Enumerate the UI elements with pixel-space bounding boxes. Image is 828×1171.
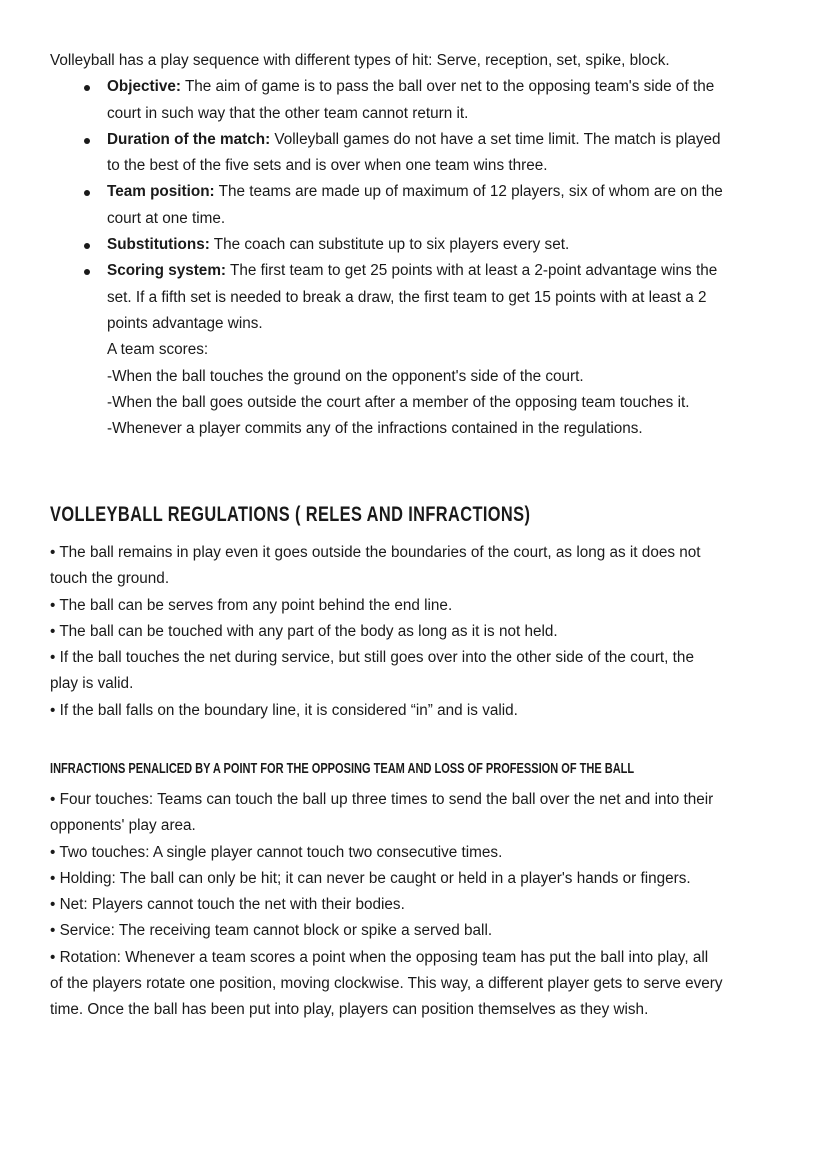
rule-term: Team position: [107, 183, 215, 201]
rule-term: Duration of the match: [107, 130, 271, 148]
regulation-item: • The ball can be serves from any point behind the end line. [50, 596, 453, 614]
scoring-line: -Whenever a player commits any of the infractions contained in the regulations. [107, 420, 643, 438]
rule-item [50, 232, 725, 258]
regulations-heading: VOLLEYBALL REGULATIONS ( RELES AND INFRACTIONS) [50, 503, 531, 526]
rule-term: Objective: [107, 78, 181, 96]
regulations-section [50, 540, 725, 724]
infraction-item: • Two touches: A single player cannot touch two consecutive times. [50, 843, 503, 861]
rule-item [50, 127, 725, 180]
rule-item [50, 74, 725, 127]
regulation-item: • If the ball touches the net during service, but still goes over into the other side of the court, the play is valid. [50, 649, 694, 693]
rule-text: The first team to get 25 points with at least a 2-point advantage wins the set. If a fifth set is needed to break a draw, the first team to get 15 points with at least a 2 points advantage wins. [107, 262, 718, 332]
rule-term: Scoring system: [107, 262, 227, 280]
infractions-heading: INFRACTIONS PENALICED BY A POINT FOR THE OPPOSING TEAM AND LOSS OF PROFESSION OF THE BALL [50, 760, 635, 777]
rule-item [50, 179, 725, 232]
intro-text: Volleyball has a play sequence with different types of hit: Serve, reception, set, spike, block. [50, 52, 670, 69]
infraction-item: • Service: The receiving team cannot block or spike a served ball. [50, 922, 493, 940]
scoring-line: -When the ball goes outside the court after a member of the opposing team touches it. [107, 393, 690, 411]
scoring-line: -When the ball touches the ground on the opponent's side of the court. [107, 367, 584, 385]
infraction-item: • Four touches: Teams can touch the ball up three times to send the ball over the net and into their opponents' play area. [50, 791, 714, 835]
rules-list [50, 74, 725, 337]
rule-text: Volleyball games do not have a set time limit. The match is played to the best of the five sets and is over when one team wins three. [107, 130, 721, 175]
rule-term: Substitutions: [107, 236, 210, 254]
infraction-item: • Holding: The ball can only be hit; it can never be caught or held in a player's hands or fingers. [50, 869, 691, 887]
infraction-item: • Net: Players cannot touch the net with their bodies. [50, 896, 405, 914]
infractions-section [50, 787, 725, 1024]
intro-section [50, 48, 725, 442]
infraction-item: • Rotation: Whenever a team scores a point when the opposing team has put the ball into play, all of the players rotate one position, moving clockwise. This way, a different player gets to serve every time. Once the ball has been put into play, players can position themselves as they wish. [50, 948, 723, 1019]
rule-text: The teams are made up of maximum of 12 players, six of whom are on the court at one time. [107, 183, 723, 227]
regulation-item: • The ball can be touched with any part of the body as long as it is not held. [50, 622, 558, 640]
regulation-item: • If the ball falls on the boundary line, it is considered “in” and is valid. [50, 701, 518, 719]
rule-item [50, 258, 725, 337]
scoring-line: A team scores: [107, 341, 209, 359]
regulation-item: • The ball remains in play even it goes outside the boundaries of the court, as long as it does not touch the ground. [50, 544, 701, 588]
rule-text: The coach can substitute up to six players every set. [209, 236, 570, 254]
rule-text: The aim of game is to pass the ball over net to the opposing team's side of the court in such way that the other team cannot return it. [107, 78, 715, 122]
